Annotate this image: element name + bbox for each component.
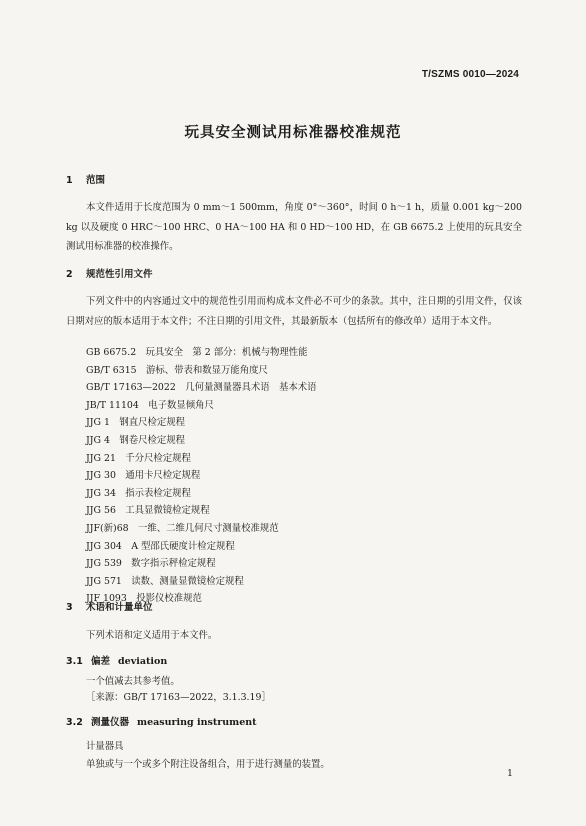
- reference-item: JJF(新)68 一维、二维几何尺寸测量校准规范: [86, 522, 279, 534]
- term-en: measuring instrument: [137, 717, 257, 728]
- reference-item: JJG 34 指示表检定规程: [86, 487, 191, 499]
- reference-item: JB/T 11104 电子数显倾角尺: [86, 399, 214, 411]
- reference-item: JJG 1 钢直尺检定规程: [86, 417, 185, 429]
- reference-item: JJG 56 工具显微镜检定规程: [86, 505, 210, 517]
- reference-item: JJG 21 千分尺检定规程: [86, 452, 191, 464]
- section-title: 规范性引用文件: [86, 269, 153, 280]
- term-definition: 一个值减去其参考值。: [86, 676, 180, 687]
- reference-item: JJG 4 钢卷尺检定规程: [86, 434, 185, 446]
- subsection-3-2-heading: [66, 714, 257, 728]
- reference-item: JJG 539 数字指示秤检定规程: [86, 558, 216, 570]
- subsection-3-1-heading: [66, 653, 167, 667]
- reference-item: JJG 304 A 型邵氏硬度计检定规程: [86, 540, 235, 552]
- term-en: deviation: [118, 656, 168, 667]
- reference-item: JJG 571 读数、测量显微镜检定规程: [86, 575, 244, 587]
- section-title: 术语和计量单位: [86, 602, 153, 613]
- section-2-heading: [66, 266, 153, 280]
- section-3-intro: 下列术语和定义适用于本文件。: [86, 630, 218, 641]
- term-definition: 单独或与一个或多个附注设备组合，用于进行测量的装置。: [86, 759, 330, 770]
- term-source: ［来源：GB/T 17163—2022，3.1.3.19］: [86, 692, 271, 703]
- section-number: 2: [66, 269, 73, 280]
- section-number: 1: [66, 175, 73, 186]
- reference-item: GB/T 6315 游标、带表和数显万能角度尺: [86, 364, 268, 376]
- reference-item: GB 6675.2 玩具安全 第 2 部分：机械与物理性能: [86, 347, 308, 358]
- section-3-heading: [66, 599, 153, 613]
- section-title: 范围: [86, 175, 106, 186]
- document-title: 玩具安全测试用标准器校准规范: [184, 125, 402, 141]
- reference-item: GB/T 17163—2022 几何量测量器具术语 基本术语: [86, 382, 317, 394]
- section-number: 3: [66, 602, 73, 613]
- section-1-heading: [66, 172, 105, 186]
- term-cn: 测量仪器: [91, 717, 130, 728]
- term-alt: 计量器具: [86, 741, 124, 752]
- section-1-body: 本文件适用于长度范围为 0 mm～1 500mm，角度 0°～360°，时间 0 h～1 h，质量 0.001 kg～200 kg 以及硬度 0 HRC～100 HRC、0 HA～100 HA 和 0 HD～100 HD，在 GB 6675.2 上使用的玩具安全测试用标准器的校准操作。: [66, 202, 522, 252]
- term-cn: 偏差: [91, 656, 111, 667]
- subsection-number: 3.2: [66, 717, 83, 728]
- page-number: 1: [507, 768, 513, 779]
- reference-item: JJF 1093 投影仪校准规范: [86, 593, 202, 605]
- subsection-number: 3.1: [66, 656, 83, 667]
- section-2-body: 下列文件中的内容通过文中的规范性引用而构成本文件必不可少的条款。其中，注日期的引用文件，仅该日期对应的版本适用于本文件；不注日期的引用文件，其最新版本（包括所有的修改单）适用于本文件。: [66, 296, 522, 327]
- document-code: T/SZMS 0010—2024: [421, 69, 519, 80]
- reference-item: JJG 30 通用卡尺检定规程: [86, 470, 201, 482]
- normative-references-list: [86, 344, 316, 608]
